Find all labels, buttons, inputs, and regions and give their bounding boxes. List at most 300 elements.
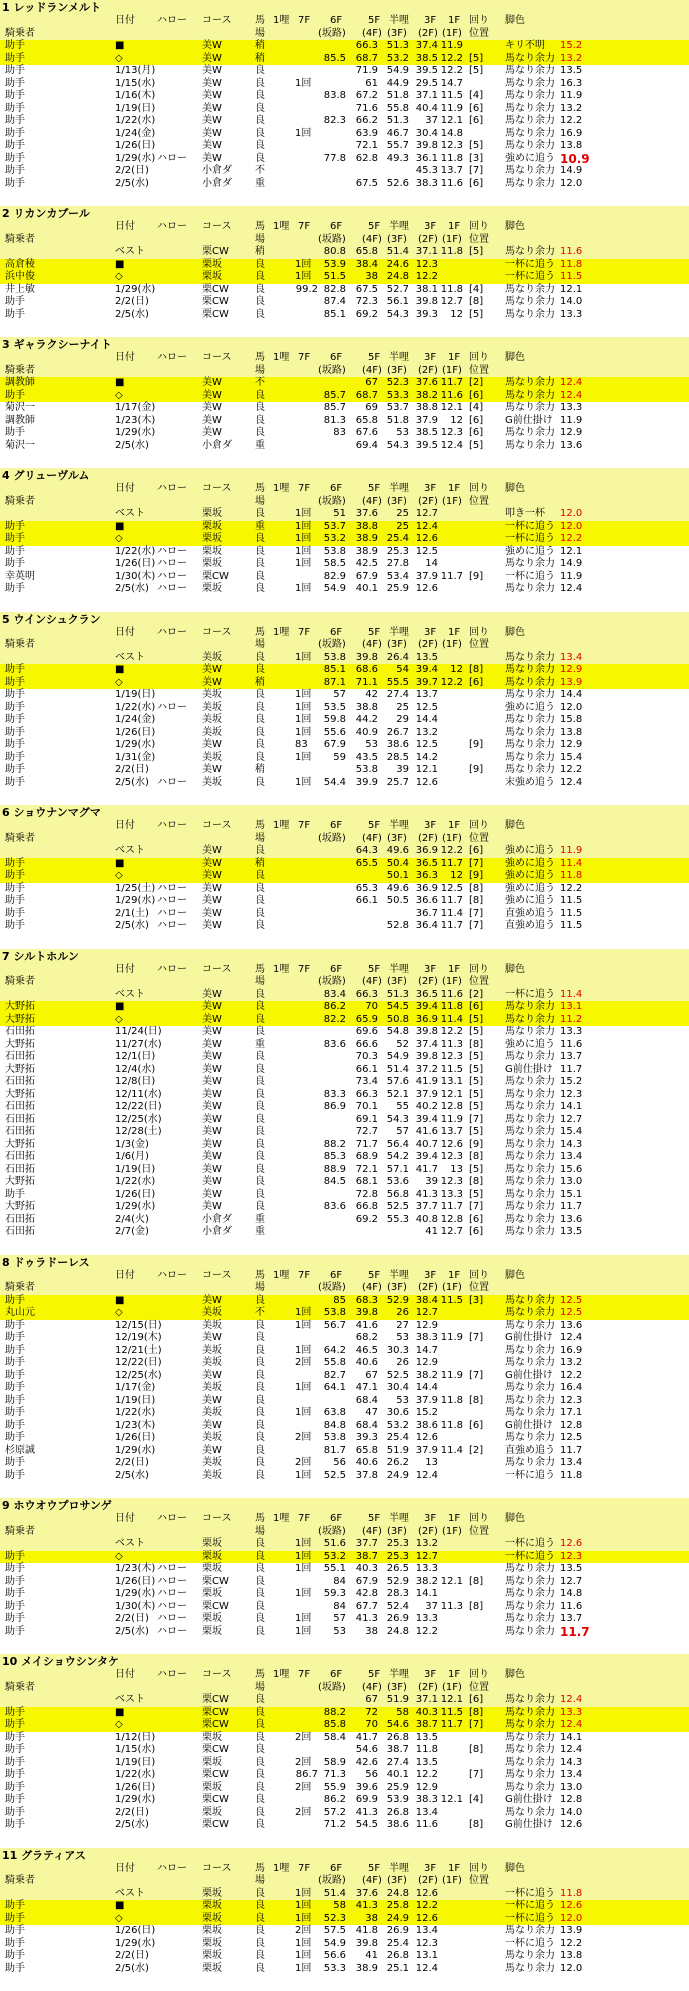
score: 16.9 <box>560 128 582 141</box>
course: 美W <box>202 1076 222 1089</box>
block-spacer <box>0 1832 689 1848</box>
time-3f: 11.8 <box>416 1744 438 1757</box>
mile: 83 <box>295 739 308 752</box>
leg-style: 馬なり余力 <box>505 1407 555 1420</box>
time-1f: 12.3 <box>441 1051 463 1064</box>
rider: 助手 <box>5 1601 25 1614</box>
course: 美W <box>202 1395 222 1408</box>
date: 2/5(水) <box>115 1626 149 1639</box>
col-mile: 1哩 <box>273 820 289 833</box>
position: [4] <box>469 284 483 297</box>
time-5f: 39.8 <box>356 652 378 665</box>
track-condition: 良 <box>255 571 265 584</box>
position: [4] <box>469 1794 483 1807</box>
rider: 助手 <box>5 1295 25 1308</box>
time-3f: 36.9 <box>416 883 438 896</box>
time-3f: 12.1 <box>416 764 438 777</box>
track-condition: 良 <box>255 1139 265 1152</box>
time-5f: 70 <box>365 1719 378 1732</box>
score: 14.1 <box>560 1101 582 1114</box>
position: [7] <box>469 920 483 933</box>
col-leg: 脚色 <box>505 352 525 365</box>
date: 1/30(木) <box>115 1601 155 1614</box>
time-3f: 13.5 <box>416 1732 438 1745</box>
mile: 1回 <box>295 521 311 534</box>
col-5f-sub: (4F) <box>362 496 382 509</box>
position: [6] <box>469 115 483 128</box>
time-6f: 57.2 <box>324 1807 346 1820</box>
leg-style: 馬なり余力 <box>505 1395 555 1408</box>
col-1f: 1F <box>448 820 460 833</box>
time-half-mile: 25.9 <box>387 1782 409 1795</box>
rider: 助手 <box>5 90 25 103</box>
position: [6] <box>469 1214 483 1227</box>
col-half-mile: 半哩 <box>389 627 409 640</box>
score: 11.5 <box>560 271 582 284</box>
col-rider: 騎乗者 <box>5 234 35 247</box>
time-6f: 53.8 <box>324 652 346 665</box>
date: 12/25(水) <box>115 1114 162 1127</box>
time-5f: 66.3 <box>356 1089 378 1102</box>
col-baba: 馬 <box>255 1669 265 1682</box>
position: [5] <box>469 65 483 78</box>
rider: 助手 <box>5 764 25 777</box>
col-hallo: ハロー <box>157 1270 187 1283</box>
track-condition: 良 <box>255 1089 265 1102</box>
date: 2/2(日) <box>115 1613 149 1626</box>
course: 栗坂 <box>202 1900 222 1913</box>
date: 12/28(土) <box>115 1126 162 1139</box>
track-condition: 良 <box>255 1588 265 1601</box>
training-row <box>0 1101 689 1114</box>
position: [8] <box>469 895 483 908</box>
track-condition: 良 <box>255 1457 265 1470</box>
track-condition: 良 <box>255 1382 265 1395</box>
score: 15.2 <box>560 40 582 53</box>
date: 1/13(月) <box>115 65 155 78</box>
course: 美W <box>202 415 222 428</box>
date: 1/26(日) <box>115 1189 155 1202</box>
col-3f-sub: (2F) <box>418 976 438 989</box>
course: 栗坂 <box>202 1913 222 1926</box>
leg-style: 馬なり余力 <box>505 1744 555 1757</box>
col-6f-sub: (坂路) <box>318 1282 346 1295</box>
track-condition: 良 <box>255 1189 265 1202</box>
date: ベスト <box>115 1694 145 1707</box>
leg-style: 馬なり余力 <box>505 1563 555 1576</box>
col-half-mile: 半哩 <box>389 1270 409 1283</box>
time-half-mile: 28.3 <box>387 1588 409 1601</box>
training-row <box>0 90 689 103</box>
score: 12.7 <box>560 1114 582 1127</box>
col-6f: 6F <box>330 221 342 234</box>
time-1f: 12 <box>450 664 463 677</box>
training-row <box>0 908 689 921</box>
horse-block <box>0 1498 689 1654</box>
column-header-row-2 <box>0 365 689 378</box>
track-condition: 良 <box>255 1551 265 1564</box>
col-6f-sub: (坂路) <box>318 234 346 247</box>
track-condition: 稍 <box>255 40 265 53</box>
time-1f: 13.7 <box>441 1126 463 1139</box>
date: 12/25(水) <box>115 1370 162 1383</box>
time-5f: 42.8 <box>356 1588 378 1601</box>
score: 10.9 <box>560 153 590 166</box>
training-row <box>0 1345 689 1358</box>
training-row <box>0 1039 689 1052</box>
time-3f: 38.4 <box>416 1295 438 1308</box>
date: 1/29(水) <box>115 1201 155 1214</box>
leg-style: 馬なり余力 <box>505 1201 555 1214</box>
block-spacer <box>0 190 689 206</box>
time-3f: 39.8 <box>416 296 438 309</box>
time-1f: 12.3 <box>441 1151 463 1164</box>
rider: 助手 <box>5 1457 25 1470</box>
track-condition: 良 <box>255 1014 265 1027</box>
column-header-row-1 <box>0 820 689 833</box>
rider: 石田拓 <box>5 1151 35 1164</box>
training-row <box>0 1164 689 1177</box>
score: 16.3 <box>560 78 582 91</box>
course: 栗CW <box>202 284 229 297</box>
course: 美W <box>202 1089 222 1102</box>
training-row <box>0 1938 689 1951</box>
leg-style: 一杯に追う <box>505 1900 555 1913</box>
time-3f: 12.6 <box>416 1913 438 1926</box>
date: 2/2(日) <box>115 1807 149 1820</box>
time-3f: 38.5 <box>416 427 438 440</box>
time-3f: 12.6 <box>416 533 438 546</box>
col-baba-2: 場 <box>255 639 265 652</box>
date: ベスト <box>115 989 145 1002</box>
rider: 助手 <box>5 1744 25 1757</box>
rider: 助手 <box>5 689 25 702</box>
track-condition: 良 <box>255 78 265 91</box>
time-5f: 42 <box>365 689 378 702</box>
col-date: 日付 <box>115 820 135 833</box>
course: 栗坂 <box>202 259 222 272</box>
course: 栗CW <box>202 296 229 309</box>
course: 栗坂 <box>202 1613 222 1626</box>
rider: 助手 <box>5 1819 25 1832</box>
score: 12.0 <box>560 508 582 521</box>
col-6f-sub: (坂路) <box>318 833 346 846</box>
time-1f: 11.5 <box>441 90 463 103</box>
time-3f: 41.3 <box>416 1189 438 1202</box>
position: [5] <box>469 1051 483 1064</box>
time-half-mile: 26.4 <box>387 652 409 665</box>
col-date: 日付 <box>115 221 135 234</box>
col-3f: 3F <box>424 221 436 234</box>
course: 美W <box>202 1332 222 1345</box>
track-condition: 良 <box>255 1707 265 1720</box>
time-6f: 53.8 <box>324 546 346 559</box>
leg-style: 馬なり余力 <box>505 1626 555 1639</box>
col-date: 日付 <box>115 964 135 977</box>
col-half-mile-sub: (3F) <box>387 976 407 989</box>
time-half-mile: 49.3 <box>387 153 409 166</box>
time-1f: 11.6 <box>441 390 463 403</box>
col-half-mile-sub: (3F) <box>387 365 407 378</box>
date: ◇ <box>115 533 123 546</box>
time-6f: 58 <box>333 1900 346 1913</box>
training-row <box>0 1382 689 1395</box>
mile: 1回 <box>295 1900 311 1913</box>
rider: 助手 <box>5 103 25 116</box>
col-6f: 6F <box>330 1270 342 1283</box>
time-5f: 72.7 <box>356 1126 378 1139</box>
leg-style: 一杯に追う <box>505 521 555 534</box>
time-5f: 47.1 <box>356 1382 378 1395</box>
col-1f-sub: (1F) <box>442 28 462 41</box>
col-3f-sub: (2F) <box>418 1282 438 1295</box>
date: 12/11(水) <box>115 1089 162 1102</box>
col-3f-sub: (2F) <box>418 1682 438 1695</box>
time-6f: 86.9 <box>324 1101 346 1114</box>
rider: 助手 <box>5 390 25 403</box>
score: 13.5 <box>560 1226 582 1239</box>
time-5f: 67.2 <box>356 90 378 103</box>
time-6f: 52.3 <box>324 1913 346 1926</box>
score: 11.9 <box>560 90 582 103</box>
block-spacer <box>0 1975 689 1991</box>
time-3f: 12.6 <box>416 1888 438 1901</box>
col-6f-sub: (坂路) <box>318 1526 346 1539</box>
score: 13.6 <box>560 1214 582 1227</box>
date: 11/27(水) <box>115 1039 162 1052</box>
track-condition: 良 <box>255 1332 265 1345</box>
time-3f: 12.9 <box>416 1357 438 1370</box>
track-condition: 良 <box>255 1076 265 1089</box>
time-6f: 82.2 <box>324 1014 346 1027</box>
score: 11.8 <box>560 870 582 883</box>
rider: 助手 <box>5 920 25 933</box>
leg-style: 直強め追う <box>505 920 555 933</box>
score: 16.9 <box>560 1345 582 1358</box>
horse-name: 1 レッドランメルト <box>0 0 689 15</box>
leg-style: 一杯に追う <box>505 1551 555 1564</box>
time-3f: 39.4 <box>416 1151 438 1164</box>
score: 12.5 <box>560 1295 582 1308</box>
track-condition: 良 <box>255 1807 265 1820</box>
time-half-mile: 53.2 <box>387 1420 409 1433</box>
col-rider: 騎乗者 <box>5 1875 35 1888</box>
time-half-mile: 25.7 <box>387 777 409 790</box>
time-half-mile: 40.1 <box>387 1769 409 1782</box>
time-half-mile: 54.9 <box>387 1051 409 1064</box>
best-record-row <box>0 1694 689 1707</box>
rider: 高倉稜 <box>5 259 35 272</box>
time-3f: 14.1 <box>416 1588 438 1601</box>
time-5f: 67.5 <box>356 178 378 191</box>
time-3f: 40.7 <box>416 1139 438 1152</box>
time-3f: 12.9 <box>416 1782 438 1795</box>
time-5f: 40.1 <box>356 583 378 596</box>
col-course: コース <box>202 221 232 234</box>
time-5f: 68.6 <box>356 664 378 677</box>
leg-style: 叩き一杯 <box>505 508 545 521</box>
rider: 助手 <box>5 558 25 571</box>
rider: 助手 <box>5 1794 25 1807</box>
time-1f: 12.1 <box>441 1089 463 1102</box>
rider: 助手 <box>5 1613 25 1626</box>
horse-name: 11 グラティアス <box>0 1848 689 1863</box>
time-3f: 39.4 <box>416 1001 438 1014</box>
column-header-row-2 <box>0 234 689 247</box>
time-half-mile: 57.1 <box>387 1164 409 1177</box>
col-1f-sub: (1F) <box>442 496 462 509</box>
leg-style: 馬なり余力 <box>505 1576 555 1589</box>
course: 美坂 <box>202 752 222 765</box>
position: [8] <box>469 1576 483 1589</box>
training-row <box>0 1925 689 1938</box>
col-hallo: ハロー <box>157 483 187 496</box>
position: [6] <box>469 1420 483 1433</box>
position: [8] <box>469 883 483 896</box>
col-baba-2: 場 <box>255 833 265 846</box>
time-3f: 45.3 <box>416 165 438 178</box>
training-row <box>0 427 689 440</box>
leg-style: 馬なり余力 <box>505 1026 555 1039</box>
mile: 1回 <box>295 752 311 765</box>
col-5f: 5F <box>368 964 380 977</box>
col-1f-sub: (1F) <box>442 1282 462 1295</box>
training-row <box>0 1189 689 1202</box>
time-5f: 65.3 <box>356 883 378 896</box>
horse-name: 9 ホウオウプロサンゲ <box>0 1498 689 1513</box>
time-3f: 12.4 <box>416 1963 438 1976</box>
leg-style: 一杯に追う <box>505 533 555 546</box>
time-3f: 36.5 <box>416 989 438 1002</box>
time-3f: 36.9 <box>416 845 438 858</box>
mile: 1回 <box>295 508 311 521</box>
date: ■ <box>115 858 124 871</box>
leg-style: 馬なり余力 <box>505 558 555 571</box>
col-date: 日付 <box>115 1863 135 1876</box>
time-half-mile: 38.6 <box>387 739 409 752</box>
time-5f: 67.6 <box>356 427 378 440</box>
time-half-mile: 25.9 <box>387 583 409 596</box>
rider: 助手 <box>5 777 25 790</box>
col-1f-sub: (1F) <box>442 639 462 652</box>
time-3f: 37.7 <box>416 1201 438 1214</box>
col-position: 回り <box>469 820 489 833</box>
time-half-mile: 38.7 <box>387 1744 409 1757</box>
col-5f: 5F <box>368 1270 380 1283</box>
course: 栗坂 <box>202 1782 222 1795</box>
time-6f: 82.7 <box>324 1370 346 1383</box>
horse-header <box>0 1255 689 1295</box>
col-position: 回り <box>469 964 489 977</box>
training-row <box>0 546 689 559</box>
leg-style: 一杯に追う <box>505 1913 555 1926</box>
col-hallo: ハロー <box>157 964 187 977</box>
training-row <box>0 583 689 596</box>
date: 11/24(日) <box>115 1026 162 1039</box>
col-half-mile-sub: (3F) <box>387 1875 407 1888</box>
time-1f: 11.7 <box>441 1201 463 1214</box>
mile: 1回 <box>295 128 311 141</box>
time-1f: 12.6 <box>441 1139 463 1152</box>
time-half-mile: 24.9 <box>387 1470 409 1483</box>
col-date: 日付 <box>115 1669 135 1682</box>
score: 13.5 <box>560 65 582 78</box>
col-half-mile-sub: (3F) <box>387 833 407 846</box>
training-row <box>0 1395 689 1408</box>
date: ◇ <box>115 53 123 66</box>
track-condition: 良 <box>255 1445 265 1458</box>
time-1f: 11.9 <box>441 1370 463 1383</box>
training-row <box>0 178 689 191</box>
best-record-row <box>0 989 689 1002</box>
time-3f: 39.5 <box>416 440 438 453</box>
time-3f: 40.8 <box>416 1214 438 1227</box>
time-3f: 37.2 <box>416 1064 438 1077</box>
course: 美W <box>202 764 222 777</box>
position: [7] <box>469 1201 483 1214</box>
rider: 石田拓 <box>5 1226 35 1239</box>
time-3f: 14.4 <box>416 1382 438 1395</box>
time-half-mile: 53.7 <box>387 402 409 415</box>
course: 栗CW <box>202 246 229 259</box>
position: [7] <box>469 1114 483 1127</box>
time-5f: 73.4 <box>356 1076 378 1089</box>
course: 美W <box>202 920 222 933</box>
training-row <box>0 920 689 933</box>
rider: 助手 <box>5 296 25 309</box>
time-6f: 88.9 <box>324 1164 346 1177</box>
time-half-mile: 51.8 <box>387 90 409 103</box>
track-condition: 良 <box>255 714 265 727</box>
time-half-mile: 29 <box>396 714 409 727</box>
col-leg: 脚色 <box>505 1513 525 1526</box>
time-1f: 12.1 <box>441 115 463 128</box>
course: 美W <box>202 1151 222 1164</box>
track-condition: 良 <box>255 1357 265 1370</box>
time-5f: 70.3 <box>356 1051 378 1064</box>
leg-style: 馬なり余力 <box>505 677 555 690</box>
col-course: コース <box>202 352 232 365</box>
training-row <box>0 1026 689 1039</box>
score: 13.7 <box>560 1051 582 1064</box>
col-mile: 1哩 <box>273 483 289 496</box>
time-half-mile: 54.8 <box>387 1026 409 1039</box>
leg-style: 馬なり余力 <box>505 103 555 116</box>
rider: 大野拓 <box>5 1001 35 1014</box>
training-row <box>0 296 689 309</box>
time-1f: 12.5 <box>441 883 463 896</box>
time-half-mile: 52.5 <box>387 1201 409 1214</box>
time-6f: 88.2 <box>324 1139 346 1152</box>
course: 栗坂 <box>202 1757 222 1770</box>
horse-name: 6 ショウナンマグマ <box>0 805 689 820</box>
score: 11.8 <box>560 1470 582 1483</box>
position: [9] <box>469 870 483 883</box>
time-3f: 36.5 <box>416 858 438 871</box>
score: 12.3 <box>560 1551 582 1564</box>
highlight-row <box>0 271 689 284</box>
rider: 助手 <box>5 1807 25 1820</box>
time-5f: 68.4 <box>356 1420 378 1433</box>
time-3f: 38.7 <box>416 1719 438 1732</box>
training-row <box>0 78 689 91</box>
track-condition: 重 <box>255 440 265 453</box>
date: 1/23(木) <box>115 415 155 428</box>
date: 1/26(日) <box>115 1925 155 1938</box>
time-3f: 12.5 <box>416 702 438 715</box>
course: 美W <box>202 664 222 677</box>
score: 12.9 <box>560 664 582 677</box>
